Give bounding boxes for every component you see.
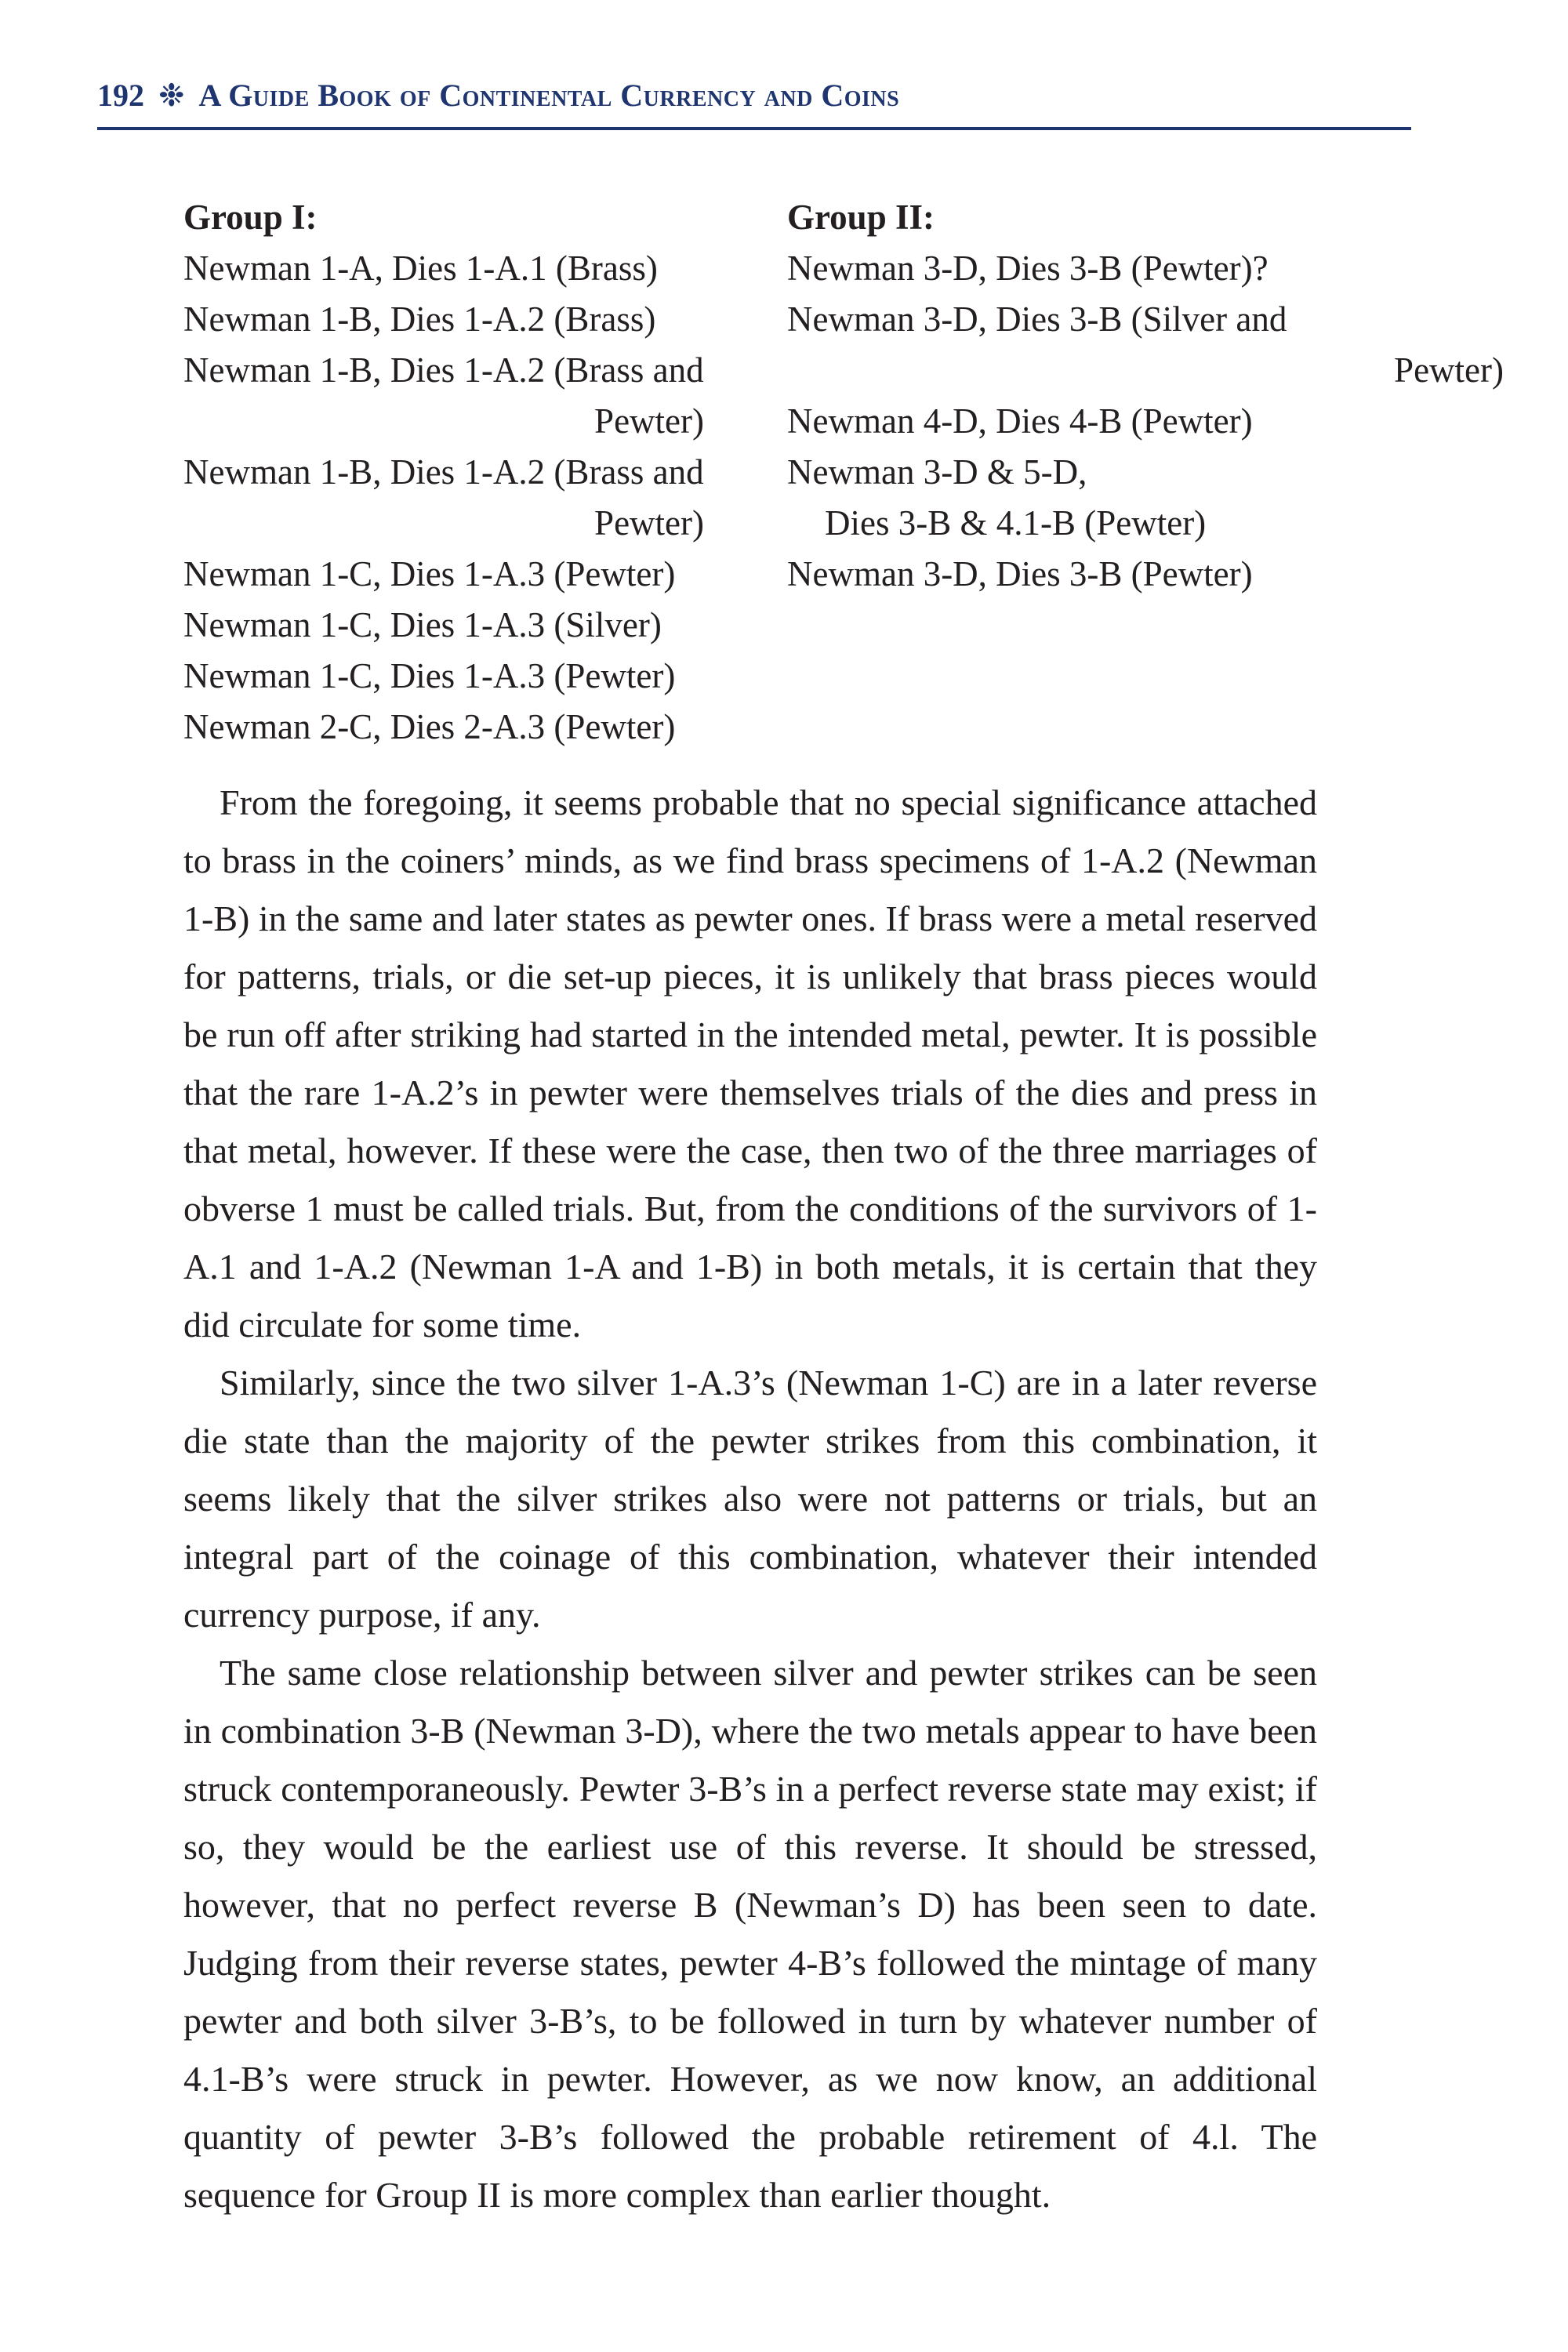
group-two-list: [787, 192, 1504, 600]
group-two-entry-continuation: Dies 3-B & 4.1-B (Pewter): [825, 503, 1207, 543]
group-two-entry: Newman 3-D, Dies 3-B (Silver and: [787, 299, 1287, 339]
running-title: A Guide Book of Continental Currency and Coins: [198, 78, 900, 113]
group-one-entry: Newman 2-C, Dies 2-A.3 (Pewter): [183, 707, 676, 746]
group-two-entry: Newman 3-D & 5-D,: [787, 452, 1087, 492]
group-one-title: Group I:: [183, 198, 318, 237]
group-one-entry: Newman 1-C, Dies 1-A.3 (Silver): [183, 605, 662, 644]
asterisk-flourish-icon: ❉: [158, 77, 185, 113]
paragraph: From the foregoing, it seems probable that no special significance attached to brass in the coiners’ minds, as we find brass specimens of 1-A.2 (Newman 1-B) in the same and later states as pewter ones. If brass were a metal reserved for patterns, trials, or die set-up pieces, it is unlikely that brass pieces would be run off after striking had started in the intended metal, pewter. It is possible that the rare 1-A.2’s in pewter were themselves trials of the dies and press in that metal, however. If these were the case, then two of the three marriages of obverse 1 must be called trials. But, from the conditions of the survivors of 1-A.1 and 1-A.2 (Newman 1-A and 1-B) in both metals, it is certain that they did circulate for some time.: [183, 782, 1317, 1345]
group-one-entry: Newman 1-C, Dies 1-A.3 (Pewter): [183, 656, 676, 695]
header-row: [97, 77, 899, 114]
group-two-entry-continuation: Pewter): [1394, 350, 1504, 390]
running-header: [97, 72, 1411, 130]
group-one-entry-continuation: Pewter): [594, 503, 704, 543]
group-one-entry: Newman 1-B, Dies 1-A.2 (Brass and: [183, 452, 704, 492]
page-number: 192: [97, 78, 144, 113]
group-two-title: Group II:: [787, 198, 935, 237]
paragraph: The same close relationship between silver and pewter strikes can be seen in combination 3-B (Newman 3-D), where the two metals appear to have been struck contemporaneously. Pewter 3-B’s in a perfect reverse state may exist; if so, they would be the earliest use of this reverse. It should be stressed, however, that no perfect reverse B (Newman’s D) has been seen to date. Judging from their reverse states, pewter 4-B’s followed the mintage of many pewter and both silver 3-B’s, to be followed in turn by whatever number of 4.1-B’s were struck in pewter. However, as we now know, an additional quantity of pewter 3-B’s followed the probable retirement of 4.l. The sequence for Group II is more complex than earlier thought.: [183, 1653, 1317, 2215]
group-one-entry: Newman 1-C, Dies 1-A.3 (Pewter): [183, 554, 676, 593]
body-text: [183, 774, 1317, 2224]
group-one-entry: Newman 1-A, Dies 1-A.1 (Brass): [183, 249, 658, 288]
paragraph: Similarly, since the two silver 1-A.3’s (Newman 1-C) are in a later reverse die state than the majority of the pewter strikes from this combination, it seems likely that the silver strikes also were not patterns or trials, but an integral part of the coinage of this combination, whatever their intended currency purpose, if any.: [183, 1363, 1317, 1635]
group-one-entry: Newman 1-B, Dies 1-A.2 (Brass): [183, 299, 656, 339]
group-one-entry: Newman 1-B, Dies 1-A.2 (Brass and: [183, 350, 704, 390]
group-two-entry: Newman 3-D, Dies 3-B (Pewter): [787, 554, 1253, 593]
group-two-entry: Newman 3-D, Dies 3-B (Pewter)?: [787, 249, 1269, 288]
group-two-entry: Newman 4-D, Dies 4-B (Pewter): [787, 401, 1253, 441]
group-one-entry-continuation: Pewter): [594, 401, 704, 441]
group-one-list: [183, 192, 748, 753]
